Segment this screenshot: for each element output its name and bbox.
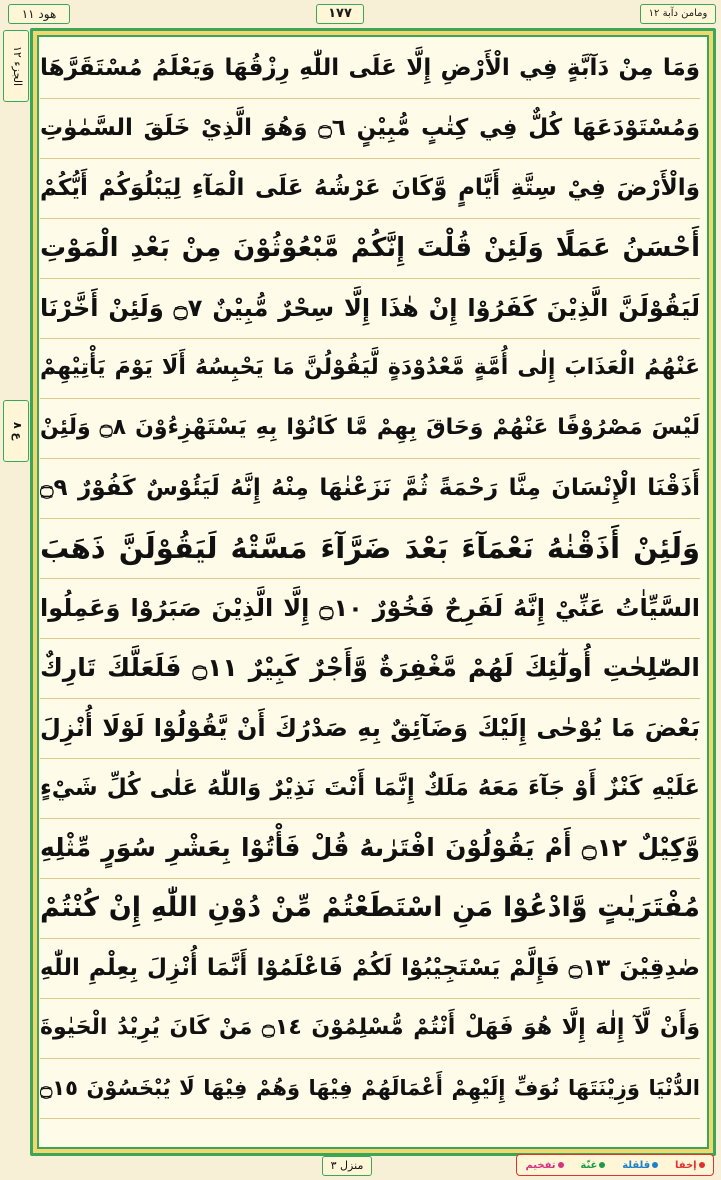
verse-line: وَأَنْ لَّآ إِلٰهَ إِلَّا هُوَ فَهَلْ أَنْتُمْ مُّسْلِمُوْنَ ۝١٤ مَنْ كَانَ يُرِيْدُ الْحَيٰوةَ [40,998,700,1059]
verse-line: الدُّنْيَا وَزِيْنَتَهَا نُوَفِّ إِلَيْهِمْ أَعْمَالَهُمْ فِيْهَا وَهُمْ فِيْهَا لَا يُبْخَسُوْنَ ۝١٥ [40,1058,700,1119]
verse-line: وَمَا مِنْ دَآبَّةٍ فِي الْأَرْضِ إِلَّا عَلَى اللّٰهِ رِزْقُهَا وَيَعْلَمُ مُسْتَقَرَّهَا [40,38,700,99]
surah-name-badge: هود ١١ [8,4,70,24]
legend-item-ikhfa [675,1160,705,1171]
ikhfa-dot-icon [699,1162,705,1168]
verse-line: صٰدِقِيْنَ ۝١٣ فَإِلَّمْ يَسْتَجِيْبُوْا لَكُمْ فَاعْلَمُوْا أَنَّمَا أُنْزِلَ بِعِلْمِ اللّٰهِ [40,938,700,999]
verse-lines [40,38,700,1138]
verse-line: لَيْسَ مَصْرُوْفًا عَنْهُمْ وَحَاقَ بِهِمْ مَّا كَانُوْا بِهِ يَسْتَهْزِءُوْنَ ۝٨ وَلَئِنْ [40,398,700,459]
page-footer [0,1150,721,1180]
page-number: ١٧٧ [316,4,364,24]
tafkheem-dot-icon [558,1162,564,1168]
verse-line: وَالْأَرْضَ فِيْ سِتَّةِ أَيَّامٍ وَّكَانَ عَرْشُهُ عَلَى الْمَآءِ لِيَبْلُوَكُمْ أَيُّكُمْ [40,158,700,219]
verse-line: عَلَيْهِ كَنْزٌ أَوْ جَآءَ مَعَهُ مَلَكٌ إِنَّمَا أَنْتَ نَذِيْرٌ وَاللّٰهُ عَلٰى كُلِّ شَيْءٍ [40,758,700,819]
verse-line: وَمُسْتَوْدَعَهَا كُلٌّ فِي كِتٰبٍ مُّبِيْنٍ ۝٦ وَهُوَ الَّذِيْ خَلَقَ السَّمٰوٰتِ [40,98,700,159]
juz-tab: الجزء ١٢ [3,30,29,102]
verse-line: السَّيِّاٰتُ عَنِّيْ إِنَّهُ لَفَرِحٌ فَخُوْرٌ ۝١٠ إِلَّا الَّذِيْنَ صَبَرُوْا وَعَمِلُوا [40,578,700,639]
tajweed-legend [516,1154,714,1176]
verse-line: أَحْسَنُ عَمَلًا وَلَئِنْ قُلْتَ إِنَّكُمْ مَّبْعُوْثُوْنَ مِنْ بَعْدِ الْمَوْتِ [40,218,700,279]
verse-line: لَيَقُوْلَنَّ الَّذِيْنَ كَفَرُوْا إِنْ هٰذَا إِلَّا سِحْرٌ مُّبِيْنٌ ۝٧ وَلَئِنْ أَخَّرْنَا [40,278,700,339]
verse-line: أَذَقْنَا الْإِنْسَانَ مِنَّا رَحْمَةً ثُمَّ نَزَعْنٰهَا مِنْهُ إِنَّهُ لَيَئُوْسٌ كَفُوْرٌ ۝٩ [40,458,700,519]
legend-label: تفخيم [525,1159,556,1171]
verse-line: مُفْتَرَيٰتٍ وَّادْعُوْا مَنِ اسْتَطَعْتُمْ مِّنْ دُوْنِ اللّٰهِ إِنْ كُنْتُمْ [40,878,700,939]
manzil-badge: منزل ٣ [322,1156,372,1176]
legend-item-qalqala [622,1160,658,1171]
verse-line: الصّٰلِحٰتِ أُولٰٓئِكَ لَهُمْ مَّغْفِرَةٌ وَّأَجْرٌ كَبِيْرٌ ۝١١ فَلَعَلَّكَ تَارِكٌ [40,638,700,699]
verse-line: وَّكِيْلٌ ۝١٢ أَمْ يَقُوْلُوْنَ افْتَرٰىهُ قُلْ فَأْتُوْا بِعَشْرِ سُوَرٍ مِّثْلِهِ [40,818,700,879]
qalqala-dot-icon [652,1162,658,1168]
legend-label: غنّة [580,1159,598,1171]
legend-item-ghunna [580,1160,605,1171]
page-header [0,0,721,28]
verse-line: وَلَئِنْ أَذَقْنٰهُ نَعْمَآءَ بَعْدَ ضَرَّآءَ مَسَّتْهُ لَيَقُوْلَنَّ ذَهَبَ [40,518,700,579]
para-name-badge: ومامن دآبة ١٢ [640,4,716,24]
legend-item-tafkheem [525,1160,563,1171]
verse-line: بَعْضَ مَا يُوْحٰى إِلَيْكَ وَضَآئِقٌ بِهِ صَدْرُكَ أَنْ يَّقُوْلُوْا لَوْلَا أُنْزِلَ [40,698,700,759]
legend-label: قلقلة [622,1159,651,1171]
verse-line: عَنْهُمُ الْعَذَابَ إِلٰى أُمَّةٍ مَّعْدُوْدَةٍ لَّيَقُوْلُنَّ مَا يَحْبِسُهُ أَلَا يَوْمَ يَأْتِيْهِمْ [40,338,700,399]
legend-label: إخفا [675,1159,697,1171]
ruku-marker: ع ٨ [3,400,29,462]
ghunna-dot-icon [599,1162,605,1168]
